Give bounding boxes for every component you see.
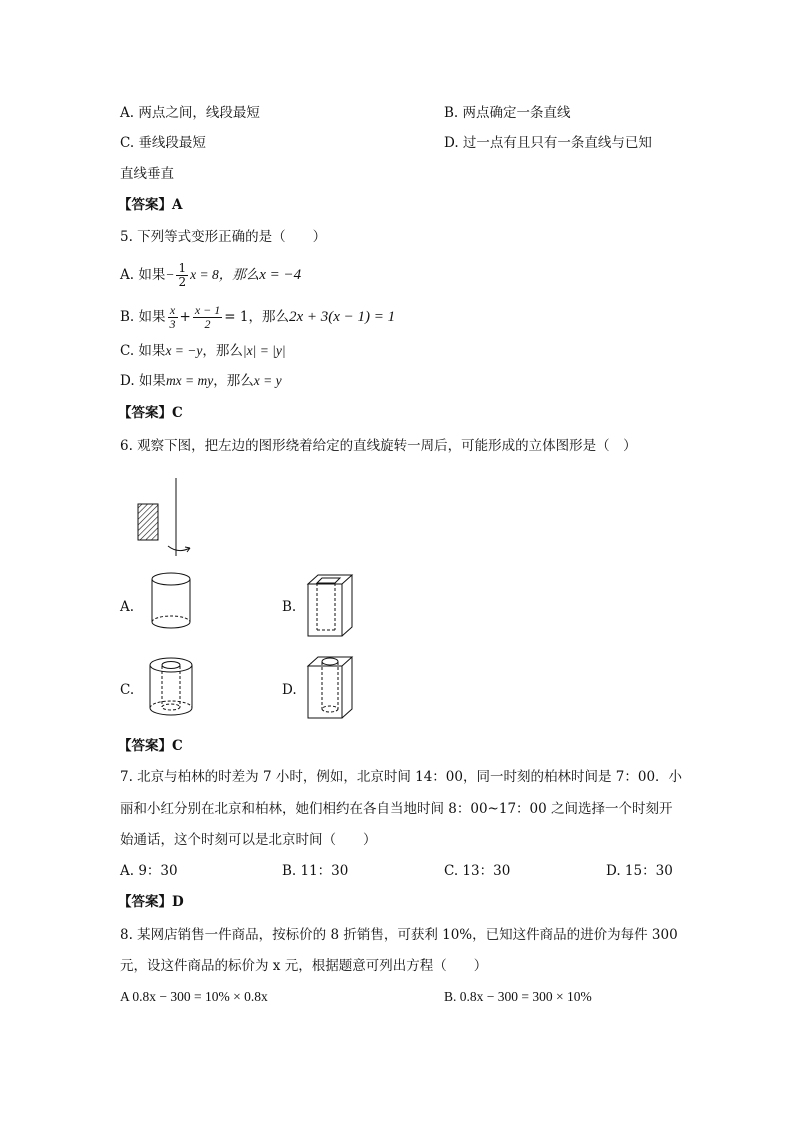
q5-option-b [120, 300, 395, 334]
q5-answer: 【答案】C [118, 405, 183, 421]
q4-option-c: C. 垂线段最短 [120, 135, 206, 151]
q6-label-c: C. [120, 682, 135, 698]
q4-option-d-continued: 直线垂直 [120, 166, 174, 182]
q5-a-fraction [176, 262, 188, 289]
hollow-cylinder-icon [146, 655, 196, 719]
q7-answer: 【答案】D [118, 894, 184, 910]
q7-line-2: 丽和小红分别在北京和柏林，她们相约在各自当地时间 8：00~17：00 之间选择一个时刻开 [120, 801, 673, 817]
q4-option-d: D. 过一点有且只有一条直线与已知 [444, 135, 652, 151]
q7-option-a: A. 9：30 [120, 863, 178, 879]
q4-option-b: B. 两点确定一条直线 [444, 105, 571, 121]
q7-option-d: D. 15：30 [606, 863, 673, 879]
q5-b-f2-num: x − 1 [194, 303, 221, 317]
q5-a-minus: − [165, 267, 175, 282]
q5-a-result: x = −4 [259, 267, 302, 283]
q6-label-a: A. [120, 599, 135, 615]
q5-b-prefix: B. 如果 [120, 309, 166, 325]
q5-b-plus: + [179, 309, 191, 325]
hatched-rectangle [138, 504, 158, 540]
q5-b-eq: = 1，那么 [224, 309, 289, 325]
q5-b-fraction-2 [193, 304, 222, 331]
q5-a-post: x = 8，那么 [190, 267, 260, 282]
rotation-figure [130, 476, 200, 556]
q6-label-b: B. [282, 599, 297, 615]
q5-b-result: 2x + 3(x − 1) = 1 [288, 309, 396, 325]
q8-option-a: A 0.8x − 300 = 10% × 0.8x [120, 989, 268, 1004]
q5-c-result: |x| = |y| [242, 343, 286, 358]
q5-option-a [120, 258, 301, 292]
q5-c-mid: ，那么 [202, 343, 243, 359]
q5-b-f1-num: x [168, 304, 178, 318]
q5-b-f1-den: 3 [169, 317, 176, 331]
q5-a-prefix: A. 如果 [120, 267, 166, 283]
q6-answer: 【答案】C [118, 738, 183, 754]
q5-option-c [120, 342, 286, 360]
q7-option-b: B. 11：30 [282, 863, 349, 879]
q5-a-den: 2 [178, 275, 187, 289]
q5-c-prefix: C. 如果 [120, 343, 166, 359]
box-with-round-hole-icon [304, 654, 358, 722]
q4-option-a: A. 两点之间，线段最短 [120, 105, 260, 121]
q6-stem: 6. 观察下图，把左边的图形绕着给定的直线旋转一周后，可能形成的立体图形是（ ） [120, 438, 637, 454]
q5-b-fraction-1 [168, 304, 178, 331]
q5-option-d [120, 372, 282, 390]
q7-line-3: 始通话，这个时刻可以是北京时间（ ） [120, 832, 377, 848]
q5-a-num: 1 [178, 261, 187, 275]
q5-b-f2-den: 2 [204, 317, 211, 331]
q5-d-prefix: D. 如果 [120, 373, 166, 389]
q7-line-1: 7. 北京与柏林的时差为 7 小时，例如，北京时间 14：00，同一时刻的柏林时间是 7：00．小 [120, 769, 683, 785]
q5-c-condition: x = −y [165, 343, 203, 358]
box-with-square-hole-icon [304, 572, 358, 640]
rotation-arrow [168, 546, 190, 551]
q5-d-result: x = y [253, 373, 282, 388]
q4-answer: 【答案】A [118, 197, 183, 213]
q5-d-condition: mx = my [165, 373, 214, 388]
q8-option-b: B. 0.8x − 300 = 300 × 10% [444, 989, 592, 1004]
q5-stem: 5. 下列等式变形正确的是（ ） [120, 229, 327, 245]
q8-line-2: 元，设这件商品的标价为 x 元，根据题意可列出方程（ ） [120, 958, 488, 974]
q8-line-1: 8. 某网店销售一件商品，按标价的 8 折销售，可获利 10%，已知这件商品的进价为每件 300 [120, 927, 678, 943]
q7-option-c: C. 13：30 [444, 863, 511, 879]
cylinder-icon [148, 570, 194, 632]
q5-d-mid: ，那么 [213, 373, 254, 389]
q6-label-d: D. [282, 682, 297, 698]
